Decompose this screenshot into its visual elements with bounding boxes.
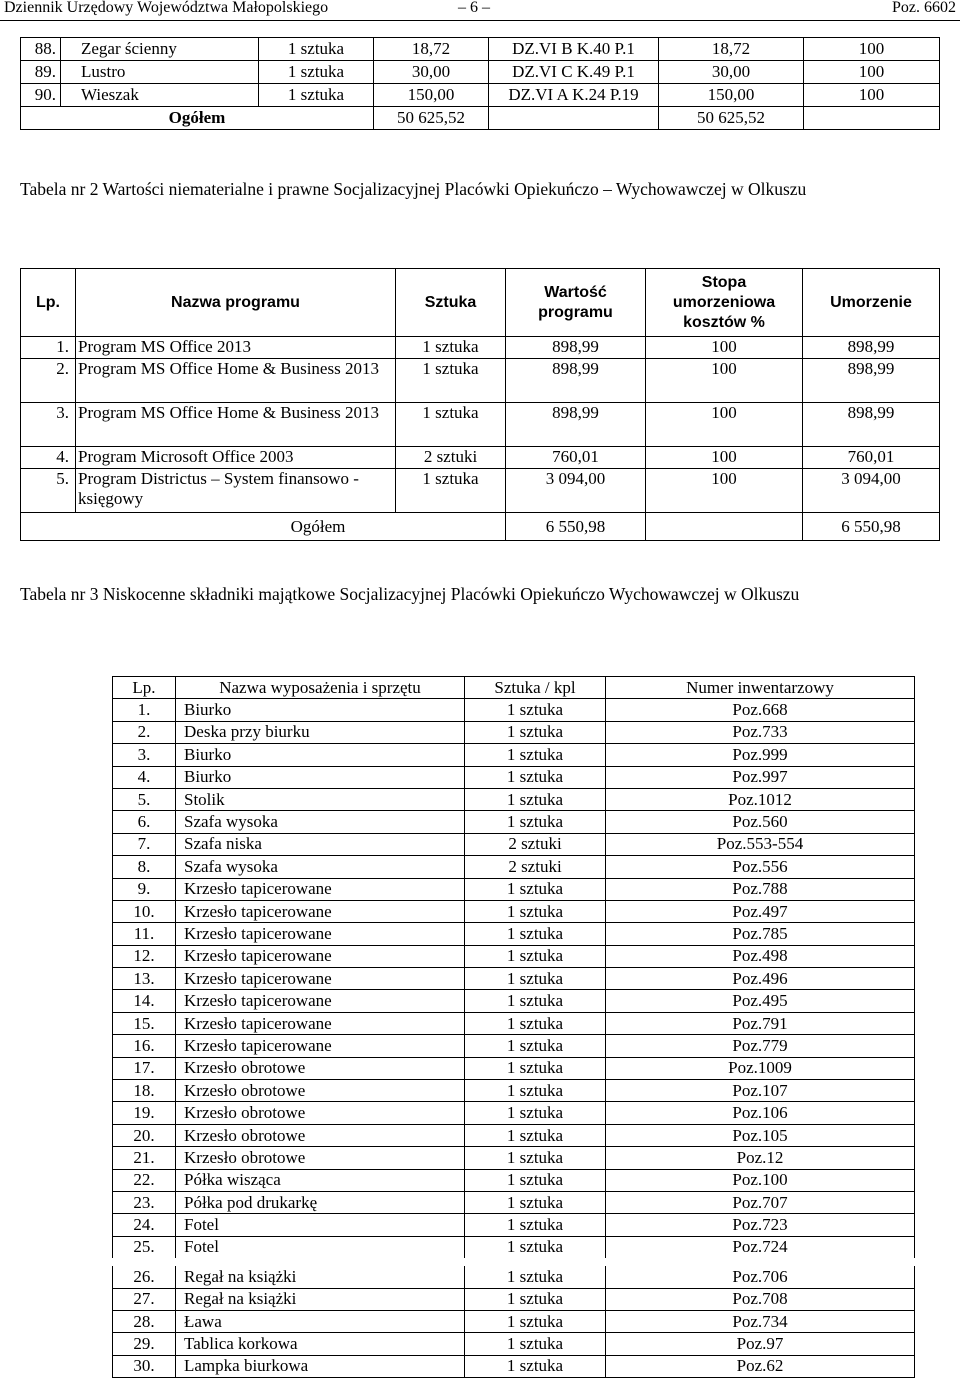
quantity-cell: 1 sztuka bbox=[465, 923, 606, 945]
table-row bbox=[21, 84, 940, 107]
lp-cell: 19. bbox=[113, 1102, 176, 1124]
total-empty bbox=[489, 107, 659, 130]
program-name-cell: Program Microsoft Office 2003 bbox=[76, 447, 396, 469]
lp-cell: 15. bbox=[113, 1012, 176, 1034]
table-row bbox=[113, 1124, 915, 1146]
total-row bbox=[21, 107, 940, 130]
total-label: Ogółem bbox=[21, 513, 506, 541]
table-row bbox=[113, 744, 915, 766]
value2-cell: 30,00 bbox=[659, 61, 804, 84]
table-row bbox=[113, 1355, 915, 1377]
percent-cell: 100 bbox=[804, 38, 940, 61]
lp-cell: 11. bbox=[113, 923, 176, 945]
equipment-name-cell: Biurko bbox=[176, 744, 465, 766]
header-inventory-number: Numer inwentarzowy bbox=[606, 677, 915, 699]
quantity-cell: 1 sztuka bbox=[465, 1191, 606, 1213]
quantity-cell: 1 sztuka bbox=[465, 1012, 606, 1034]
quantity-cell: 1 sztuka bbox=[465, 699, 606, 721]
equipment-name-cell: Szafa wysoka bbox=[176, 856, 465, 878]
quantity-cell: 2 sztuki bbox=[465, 856, 606, 878]
equipment-name-cell: Krzesło obrotowe bbox=[176, 1147, 465, 1169]
lp-cell: 13. bbox=[113, 968, 176, 990]
value-cell: 150,00 bbox=[374, 84, 489, 107]
header-quantity: Sztuka bbox=[396, 269, 506, 337]
rate-cell: 100 bbox=[646, 447, 803, 469]
table-row bbox=[113, 1288, 915, 1310]
table-row bbox=[113, 856, 915, 878]
equipment-name-cell: Fotel bbox=[176, 1214, 465, 1236]
lp-cell: 20. bbox=[113, 1124, 176, 1146]
equipment-name-cell: Stolik bbox=[176, 788, 465, 810]
inventory-number-cell: Poz.495 bbox=[606, 990, 915, 1012]
equipment-name-cell: Regał na książki bbox=[176, 1262, 465, 1288]
lp-cell: 28. bbox=[113, 1310, 176, 1332]
lp-cell: 23. bbox=[113, 1191, 176, 1213]
lp-cell: 17. bbox=[113, 1057, 176, 1079]
symbol-cell: DZ.VI B K.40 P.1 bbox=[489, 38, 659, 61]
lp-cell: 5. bbox=[21, 469, 76, 513]
lp-cell: 90. bbox=[21, 84, 61, 107]
inventory-number-cell: Poz.779 bbox=[606, 1035, 915, 1057]
table-row bbox=[21, 337, 940, 359]
percent-cell: 100 bbox=[804, 61, 940, 84]
lp-cell: 18. bbox=[113, 1080, 176, 1102]
amortization-cell: 3 094,00 bbox=[803, 469, 940, 513]
table-row bbox=[113, 1262, 915, 1288]
inventory-number-cell: Poz.723 bbox=[606, 1214, 915, 1236]
table-row bbox=[21, 38, 940, 61]
amortization-cell: 898,99 bbox=[803, 359, 940, 403]
inventory-number-cell: Poz.1009 bbox=[606, 1057, 915, 1079]
quantity-cell: 1 sztuka bbox=[465, 1169, 606, 1191]
total-row bbox=[21, 513, 940, 541]
quantity-cell: 1 sztuka bbox=[465, 900, 606, 922]
equipment-name-cell: Krzesło tapicerowane bbox=[176, 945, 465, 967]
lp-cell: 2. bbox=[113, 721, 176, 743]
quantity-cell: 1 sztuka bbox=[396, 337, 506, 359]
equipment-name-cell: Lampka biurkowa bbox=[176, 1355, 465, 1377]
table-row bbox=[113, 1236, 915, 1262]
equipment-name-cell: Biurko bbox=[176, 699, 465, 721]
quantity-cell: 1 sztuka bbox=[465, 811, 606, 833]
quantity-cell: 1 sztuka bbox=[465, 1057, 606, 1079]
inventory-number-cell: Poz.724 bbox=[606, 1236, 915, 1262]
name-cell: Zegar ścienny bbox=[61, 38, 259, 61]
table2-caption: Tabela nr 2 Wartości niematerialne i prawne Socjalizacyjnej Placówki Opiekuńczo – Wychowawczej w Olkuszu bbox=[20, 179, 807, 199]
quantity-cell: 1 sztuka bbox=[465, 1035, 606, 1057]
equipment-name-cell: Półka pod drukarkę bbox=[176, 1191, 465, 1213]
equipment-name-cell: Biurko bbox=[176, 766, 465, 788]
table-row bbox=[113, 833, 915, 855]
amortization-cell: 760,01 bbox=[803, 447, 940, 469]
fixed-assets-table-continuation bbox=[20, 37, 940, 130]
amortization-cell: 898,99 bbox=[803, 403, 940, 447]
quantity-cell: 1 sztuka bbox=[465, 721, 606, 743]
header-amortization: Umorzenie bbox=[803, 269, 940, 337]
table2-header-row bbox=[21, 269, 940, 337]
quantity-cell: 1 sztuka bbox=[396, 359, 506, 403]
equipment-name-cell: Półka wisząca bbox=[176, 1169, 465, 1191]
table-row bbox=[113, 699, 915, 721]
total-value: 6 550,98 bbox=[506, 513, 646, 541]
lp-cell: 5. bbox=[113, 788, 176, 810]
inventory-number-cell: Poz.106 bbox=[606, 1102, 915, 1124]
value2-cell: 18,72 bbox=[659, 38, 804, 61]
lp-cell: 16. bbox=[113, 1035, 176, 1057]
equipment-name-cell: Krzesło obrotowe bbox=[176, 1102, 465, 1124]
table-row bbox=[21, 403, 940, 447]
inventory-number-cell: Poz.107 bbox=[606, 1080, 915, 1102]
value2-cell: 150,00 bbox=[659, 84, 804, 107]
table-row bbox=[113, 1169, 915, 1191]
equipment-name-cell: Szafa niska bbox=[176, 833, 465, 855]
header-lp: Lp. bbox=[21, 269, 76, 337]
lp-cell: 14. bbox=[113, 990, 176, 1012]
quantity-cell: 1 sztuka bbox=[465, 1214, 606, 1236]
lp-cell: 89. bbox=[21, 61, 61, 84]
lp-cell: 3. bbox=[21, 403, 76, 447]
quantity-cell: 1 sztuka bbox=[465, 1124, 606, 1146]
equipment-name-cell: Krzesło tapicerowane bbox=[176, 923, 465, 945]
header-rule bbox=[0, 20, 960, 21]
inventory-number-cell: Poz.496 bbox=[606, 968, 915, 990]
quantity-cell: 1 sztuka bbox=[259, 84, 374, 107]
lp-cell: 30. bbox=[113, 1355, 176, 1377]
lp-cell: 8. bbox=[113, 856, 176, 878]
lp-cell: 7. bbox=[113, 833, 176, 855]
lp-cell: 29. bbox=[113, 1333, 176, 1355]
equipment-name-cell: Fotel bbox=[176, 1236, 465, 1262]
quantity-cell: 2 sztuki bbox=[396, 447, 506, 469]
table-row bbox=[21, 61, 940, 84]
equipment-name-cell: Krzesło obrotowe bbox=[176, 1080, 465, 1102]
equipment-name-cell: Krzesło obrotowe bbox=[176, 1057, 465, 1079]
table-row bbox=[113, 1102, 915, 1124]
lp-cell: 27. bbox=[113, 1288, 176, 1310]
total-empty bbox=[804, 107, 940, 130]
symbol-cell: DZ.VI C K.49 P.1 bbox=[489, 61, 659, 84]
page-number: – 6 – bbox=[458, 0, 490, 16]
equipment-name-cell: Deska przy biurku bbox=[176, 721, 465, 743]
rate-cell: 100 bbox=[646, 337, 803, 359]
table-row bbox=[21, 359, 940, 403]
inventory-number-cell: Poz.708 bbox=[606, 1288, 915, 1310]
inventory-number-cell: Poz.553-554 bbox=[606, 833, 915, 855]
program-name-cell: Program Districtus – System finansowo - księgowy bbox=[76, 469, 396, 513]
table-row bbox=[113, 900, 915, 922]
total-label: Ogółem bbox=[21, 107, 374, 130]
table-row bbox=[113, 878, 915, 900]
rate-cell: 100 bbox=[646, 359, 803, 403]
value-cell: 898,99 bbox=[506, 359, 646, 403]
quantity-cell: 1 sztuka bbox=[465, 990, 606, 1012]
quantity-cell: 1 sztuka bbox=[465, 766, 606, 788]
lp-cell: 22. bbox=[113, 1169, 176, 1191]
quantity-cell: 1 sztuka bbox=[396, 469, 506, 513]
table-row bbox=[113, 1333, 915, 1355]
lp-cell: 1. bbox=[113, 699, 176, 721]
name-cell: Lustro bbox=[61, 61, 259, 84]
inventory-number-cell: Poz.497 bbox=[606, 900, 915, 922]
quantity-cell: 1 sztuka bbox=[465, 1333, 606, 1355]
inventory-number-cell: Poz.997 bbox=[606, 766, 915, 788]
value-cell: 760,01 bbox=[506, 447, 646, 469]
quantity-cell: 1 sztuka bbox=[465, 968, 606, 990]
lp-cell: 24. bbox=[113, 1214, 176, 1236]
low-value-assets-table bbox=[112, 676, 915, 1378]
quantity-cell: 1 sztuka bbox=[465, 1288, 606, 1310]
total-value2: 50 625,52 bbox=[659, 107, 804, 130]
equipment-name-cell: Krzesło tapicerowane bbox=[176, 968, 465, 990]
inventory-number-cell: Poz.105 bbox=[606, 1124, 915, 1146]
inventory-number-cell: Poz.97 bbox=[606, 1333, 915, 1355]
lp-cell: 88. bbox=[21, 38, 61, 61]
table-row bbox=[113, 788, 915, 810]
header-amortization-rate: Stopa umorzeniowa kosztów % bbox=[646, 269, 803, 337]
total-amortization: 6 550,98 bbox=[803, 513, 940, 541]
equipment-name-cell: Ława bbox=[176, 1310, 465, 1332]
header-program-value: Wartość programu bbox=[506, 269, 646, 337]
program-name-cell: Program MS Office Home & Business 2013 bbox=[76, 359, 396, 403]
quantity-cell: 1 sztuka bbox=[465, 1236, 606, 1262]
inventory-number-cell: Poz.12 bbox=[606, 1147, 915, 1169]
inventory-number-cell: Poz.788 bbox=[606, 878, 915, 900]
quantity-cell: 1 sztuka bbox=[465, 744, 606, 766]
lp-cell: 2. bbox=[21, 359, 76, 403]
value-cell: 898,99 bbox=[506, 403, 646, 447]
header-quantity: Sztuka / kpl bbox=[465, 677, 606, 699]
inventory-number-cell: Poz.785 bbox=[606, 923, 915, 945]
table-row bbox=[113, 968, 915, 990]
table-row bbox=[113, 721, 915, 743]
lp-cell: 21. bbox=[113, 1147, 176, 1169]
quantity-cell: 1 sztuka bbox=[465, 1310, 606, 1332]
quantity-cell: 1 sztuka bbox=[465, 1080, 606, 1102]
header-equipment-name: Nazwa wyposażenia i sprzętu bbox=[176, 677, 465, 699]
inventory-number-cell: Poz.668 bbox=[606, 699, 915, 721]
lp-cell: 12. bbox=[113, 945, 176, 967]
value-cell: 30,00 bbox=[374, 61, 489, 84]
equipment-name-cell: Krzesło tapicerowane bbox=[176, 878, 465, 900]
quantity-cell: 1 sztuka bbox=[465, 1102, 606, 1124]
total-empty bbox=[646, 513, 803, 541]
table-row bbox=[113, 1035, 915, 1057]
quantity-cell: 1 sztuka bbox=[465, 1147, 606, 1169]
quantity-cell: 1 sztuka bbox=[465, 945, 606, 967]
table-row bbox=[113, 1310, 915, 1332]
value-cell: 3 094,00 bbox=[506, 469, 646, 513]
amortization-cell: 898,99 bbox=[803, 337, 940, 359]
table-row bbox=[113, 1191, 915, 1213]
lp-cell: 25. bbox=[113, 1236, 176, 1262]
value-cell: 18,72 bbox=[374, 38, 489, 61]
table-row bbox=[21, 447, 940, 469]
inventory-number-cell: Poz.706 bbox=[606, 1262, 915, 1288]
equipment-name-cell: Krzesło tapicerowane bbox=[176, 900, 465, 922]
inventory-number-cell: Poz.791 bbox=[606, 1012, 915, 1034]
quantity-cell: 1 sztuka bbox=[259, 61, 374, 84]
lp-cell: 4. bbox=[113, 766, 176, 788]
quantity-cell: 1 sztuka bbox=[259, 38, 374, 61]
lp-cell: 26. bbox=[113, 1262, 176, 1288]
quantity-cell: 2 sztuki bbox=[465, 833, 606, 855]
table-row bbox=[113, 1080, 915, 1102]
inventory-number-cell: Poz.62 bbox=[606, 1355, 915, 1377]
lp-cell: 10. bbox=[113, 900, 176, 922]
table-row bbox=[113, 1147, 915, 1169]
table-row bbox=[113, 1012, 915, 1034]
quantity-cell: 1 sztuka bbox=[465, 788, 606, 810]
lp-cell: 3. bbox=[113, 744, 176, 766]
quantity-cell: 1 sztuka bbox=[465, 878, 606, 900]
inventory-number-cell: Poz.560 bbox=[606, 811, 915, 833]
inventory-number-cell: Poz.556 bbox=[606, 856, 915, 878]
equipment-name-cell: Krzesło tapicerowane bbox=[176, 1012, 465, 1034]
inventory-number-cell: Poz.100 bbox=[606, 1169, 915, 1191]
inventory-number-cell: Poz.733 bbox=[606, 721, 915, 743]
equipment-name-cell: Krzesło obrotowe bbox=[176, 1124, 465, 1146]
table-row bbox=[113, 1214, 915, 1236]
program-name-cell: Program MS Office 2013 bbox=[76, 337, 396, 359]
name-cell: Wieszak bbox=[61, 84, 259, 107]
header-lp: Lp. bbox=[113, 677, 176, 699]
lp-cell: 4. bbox=[21, 447, 76, 469]
table-row bbox=[113, 923, 915, 945]
table-row bbox=[113, 945, 915, 967]
equipment-name-cell: Tablica korkowa bbox=[176, 1333, 465, 1355]
table-row bbox=[113, 766, 915, 788]
program-name-cell: Program MS Office Home & Business 2013 bbox=[76, 403, 396, 447]
lp-cell: 6. bbox=[113, 811, 176, 833]
intangible-assets-table bbox=[20, 268, 940, 541]
rate-cell: 100 bbox=[646, 403, 803, 447]
equipment-name-cell: Regał na książki bbox=[176, 1288, 465, 1310]
inventory-number-cell: Poz.498 bbox=[606, 945, 915, 967]
percent-cell: 100 bbox=[804, 84, 940, 107]
inventory-number-cell: Poz.707 bbox=[606, 1191, 915, 1213]
lp-cell: 9. bbox=[113, 878, 176, 900]
position-number: Poz. 6602 bbox=[892, 0, 956, 16]
equipment-name-cell: Krzesło tapicerowane bbox=[176, 990, 465, 1012]
table-row bbox=[21, 469, 940, 513]
equipment-name-cell: Szafa wysoka bbox=[176, 811, 465, 833]
table-row bbox=[113, 1057, 915, 1079]
total-value: 50 625,52 bbox=[374, 107, 489, 130]
page-header bbox=[0, 0, 960, 21]
quantity-cell: 1 sztuka bbox=[465, 1262, 606, 1288]
inventory-number-cell: Poz.1012 bbox=[606, 788, 915, 810]
value-cell: 898,99 bbox=[506, 337, 646, 359]
inventory-number-cell: Poz.999 bbox=[606, 744, 915, 766]
table-row bbox=[113, 990, 915, 1012]
table3-header-row bbox=[113, 677, 915, 699]
quantity-cell: 1 sztuka bbox=[465, 1355, 606, 1377]
quantity-cell: 1 sztuka bbox=[396, 403, 506, 447]
inventory-number-cell: Poz.734 bbox=[606, 1310, 915, 1332]
table-row bbox=[113, 811, 915, 833]
equipment-name-cell: Krzesło tapicerowane bbox=[176, 1035, 465, 1057]
journal-title: Dziennik Urzędowy Województwa Małopolskiego bbox=[4, 0, 329, 16]
header-program-name: Nazwa programu bbox=[76, 269, 396, 337]
rate-cell: 100 bbox=[646, 469, 803, 513]
table3-caption: Tabela nr 3 Niskocenne składniki majątkowe Socjalizacyjnej Placówki Opiekuńczo Wychowawczej w Olkuszu bbox=[20, 584, 800, 604]
lp-cell: 1. bbox=[21, 337, 76, 359]
symbol-cell: DZ.VI A K.24 P.19 bbox=[489, 84, 659, 107]
